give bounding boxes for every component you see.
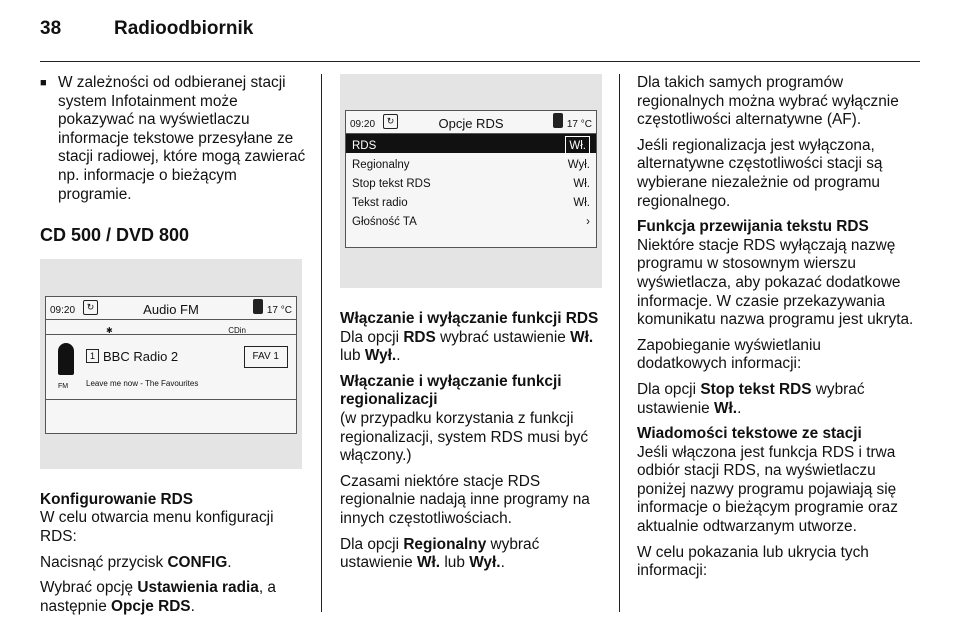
antenna-icon <box>58 343 74 375</box>
heading-scroll: Funkcja przewijania tekstu RDS <box>637 218 869 236</box>
source-icon: ↻ <box>83 300 98 315</box>
paragraph-prevent: Zapobieganie wyświetlaniu dodatkowych informacji: <box>637 336 821 373</box>
audio-topbar <box>46 297 296 320</box>
menu-row-glosnosc-ta[interactable]: Głośność TA › <box>352 216 590 228</box>
column-1 <box>40 74 308 623</box>
screen-title: Opcje RDS <box>438 116 504 131</box>
fav-badge: FAV 1 <box>244 346 289 369</box>
heading-rds-onoff: Włączanie i wyłączanie funkcji RDS <box>340 310 599 327</box>
paragraph-toggle: W celu pokazania lub ukrycia tych informacji: <box>637 543 869 580</box>
source-icon: ↻ <box>383 114 398 129</box>
band-label: FM <box>58 382 69 390</box>
station-area <box>46 335 296 400</box>
rds-onoff-text: Dla opcji RDS wybrać ustawienie Wł. lub Wył.. <box>340 328 594 365</box>
status-row <box>46 320 296 335</box>
rds-display <box>345 110 597 248</box>
header-rule <box>40 61 920 62</box>
bluetooth-icon: ✱ <box>106 325 113 335</box>
column-divider-2 <box>619 74 620 612</box>
column-2 <box>340 74 602 580</box>
menu-row-regionalny[interactable]: Regionalny Wył. <box>352 159 590 171</box>
rds-topbar <box>346 111 596 134</box>
column-3 <box>637 74 915 588</box>
temperature: 17 °C <box>266 304 292 316</box>
radiotext-text: Jeśli włączona jest funkcja RDS i trwa odbiór stacji RDS, na wyświetlaczu poniżej nazwy programu pojawiają się informacje o bieżącym programie oraz aktualnie odtwarzanym utworze. <box>637 443 898 536</box>
radio-text: Leave me now - The Favourites <box>86 378 199 388</box>
scroll-text: Niektóre stacje RDS wyłączają nazwę programu w stosownym wierszu wyświetlacza, aby pokazać dodatkowe informacje. W czasie przekazywania komunikatu nazwa programu jest ukryta. <box>637 236 914 329</box>
page-header <box>40 18 253 40</box>
press-config: Nacisnąć przycisk CONFIG. <box>40 553 232 571</box>
clock: 09:20 <box>350 119 376 130</box>
screen-title: Audio FM <box>143 301 199 317</box>
paragraph-regional-off: Jeśli regionalizacja jest wyłączona, alternatywne częstotliwości stacji są wybierane niezależnie od programu regionalnego. <box>637 136 883 210</box>
cdin-label: CDin <box>228 325 246 335</box>
thermometer-icon <box>553 113 563 128</box>
station-name: BBC Radio 2 <box>103 348 179 364</box>
heading-regionalization: Włączanie i wyłączanie funkcji regionalizacji <box>340 372 562 409</box>
preset-number: 1 <box>86 349 99 363</box>
menu-row-tekst-radio[interactable]: Tekst radio Wł. <box>352 197 590 209</box>
audio-display <box>45 296 297 434</box>
audio-fm-screenshot <box>40 259 302 469</box>
thermometer-icon <box>253 299 263 314</box>
config-heading: Konfigurowanie RDS <box>40 490 194 508</box>
chapter-title: Radioodbiornik <box>114 18 254 39</box>
clock: 09:20 <box>50 304 76 316</box>
region-note: (w przypadku korzystania z funkcji regionalizacji, system RDS musi być włączony.) <box>340 409 589 465</box>
temperature: 17 °C <box>566 119 592 130</box>
bullet-paragraph: ■ W zależności od odbieranej stacji system Infotainment może pokazywać na wyświetlaczu informacje tekstowe przesyłane ze stacji radiowej, które mogą zawierać np. informacje o bieżącym programie. <box>40 74 308 204</box>
paragraph-af: Dla takich samych programów regionalnych można wybrać wyłącznie częstotliwości alternatywne (AF). <box>637 74 899 129</box>
config-text: W celu otwarcia menu konfiguracji RDS: <box>40 509 274 545</box>
menu-row-rds[interactable]: RDS Wł. <box>346 134 596 153</box>
page-number: 38 <box>40 18 62 39</box>
section-heading: CD 500 / DVD 800 <box>40 225 190 246</box>
region-option: Dla opcji Regionalny wybrać ustawienie Wł. lub Wył.. <box>340 535 540 572</box>
stop-option: Dla opcji Stop tekst RDS wybrać ustawienie Wł.. <box>637 380 865 417</box>
heading-radiotext: Wiadomości tekstowe ze stacji <box>637 425 862 443</box>
region-text: Czasami niektóre stacje RDS regionalnie nadają inne programy na innych częstotliwościach. <box>340 472 590 527</box>
column-divider-1 <box>321 74 322 612</box>
rds-options-screenshot <box>340 74 602 288</box>
menu-row-stop-tekst[interactable]: Stop tekst RDS Wł. <box>352 178 590 190</box>
select-options: Wybrać opcję Ustawienia radia, a następnie Opcje RDS. <box>40 579 276 615</box>
